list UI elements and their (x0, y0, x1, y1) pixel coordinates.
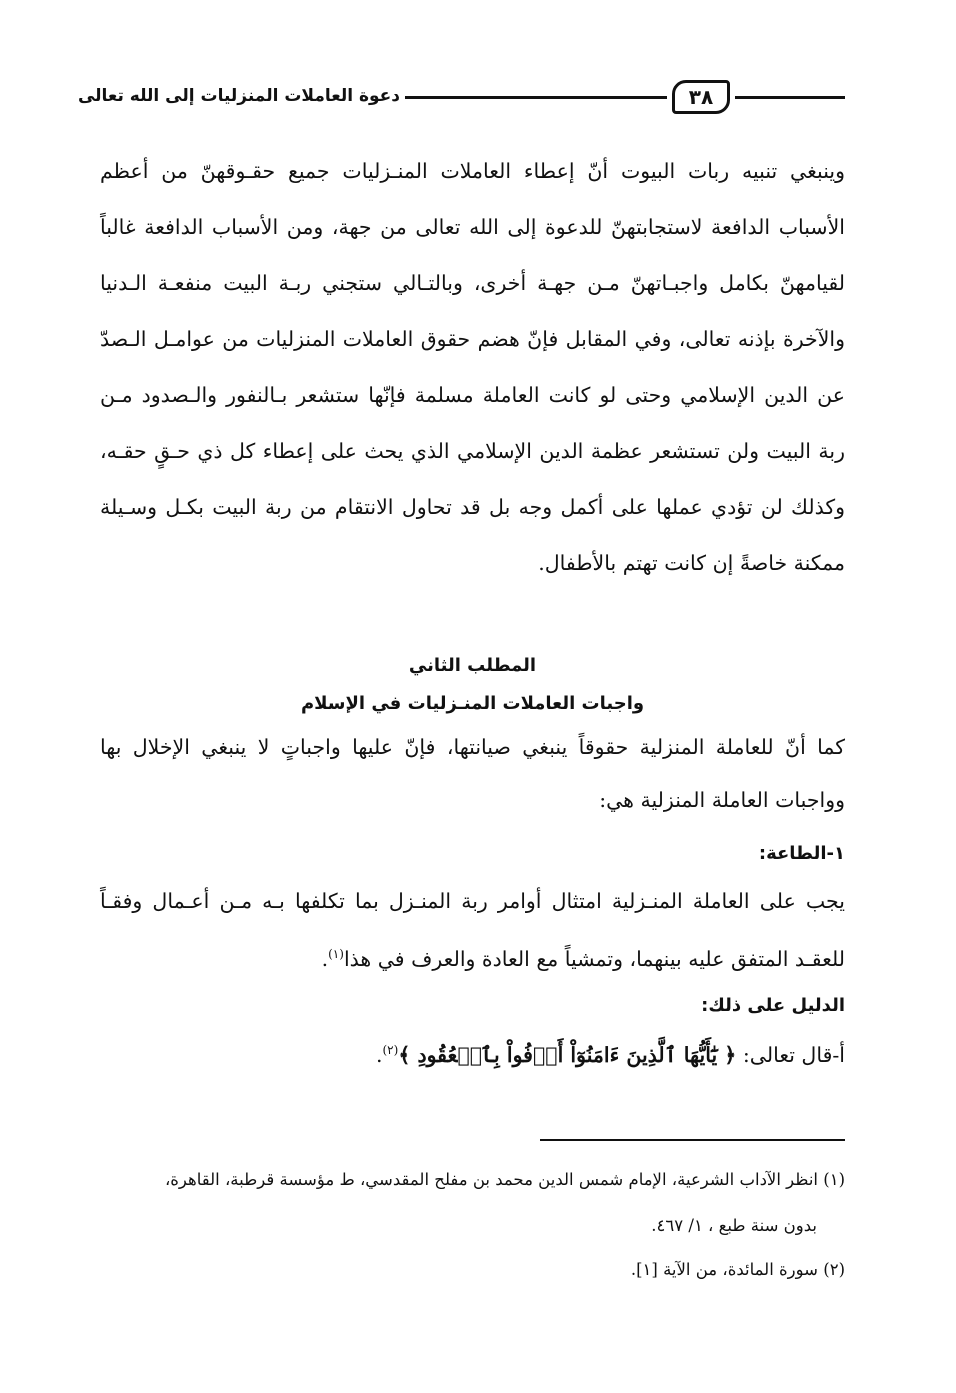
footnote-separator (540, 1139, 845, 1141)
page-number-badge (672, 80, 730, 114)
verse-text: ﴿ يَٰٓأَيُّهَا ٱلَّذِينَ ءَامَنُوٓاْ أَوۡفُواْ بِٱلۡعُقُودِ ﴾ (398, 1043, 737, 1067)
section-heading: المطلب الثاني (408, 655, 537, 676)
body-paragraph-3 (100, 875, 845, 986)
running-title: دعوة العاملات المنزليات إلى الله تعالى (77, 86, 400, 106)
header-rule-left (405, 96, 667, 99)
verse-prefix: أ-قال تعالى: (736, 1043, 845, 1067)
footnote-ref-1: (١) (328, 947, 344, 961)
footnote-1-line-1: (١) انظر الآداب الشرعية، الإمام شمس الدين محمد بن مفلح المقدسي، ط مؤسسة قرطبة، القاهرة، (164, 1170, 845, 1189)
footnote-2: (٢) سورة المائدة، من الآية [١]. (630, 1260, 845, 1279)
sentence-end: . (321, 946, 329, 971)
page-number: ٣٨ (688, 85, 714, 109)
footnote-ref-2: (٢) (382, 1043, 399, 1058)
verse-end: . (375, 1043, 383, 1067)
footnote-1 (100, 1157, 845, 1249)
footnote-1-line-2: بدون سنة طبع ، ١/ ٤٦٧. (651, 1216, 817, 1235)
item-title-obedience: ١-الطاعة: (758, 843, 845, 864)
evidence-title: الدليل على ذلك: (701, 995, 845, 1016)
header-rule-right (735, 96, 845, 99)
quran-citation (100, 1043, 845, 1067)
page-header (77, 80, 845, 120)
section-subheading: واجبات العاملات المنـزليات في الإسلام (300, 693, 645, 714)
obedience-text: يجب على العاملة المنـزلية امتثال أوامر ربة المنـزل بما تكلفها بـه مـن أعـمال وفقـاً للعقـد المتفق عليه بينهما، وتمشياً مع العادة والعرف في هذا (100, 889, 845, 971)
body-paragraph-1: وينبغي تنبيه ربات البيوت أنّ إعطاء العاملات المنـزليات جميع حقـوقهنّ من أعظم الأسباب الدافعة لاستجابتهنّ للدعوة إلى الله تعالى من جهة، ومن الأسباب الدافعة غالباً لقيامهنّ بكامل واجبـاتهنّ مـن جهـة أخرى، وبالتـالي ستجني ربـة البيت منفعـة الـدنيا والآخرة بإذنه تعالى، وفي المقابل فإنّ هضم حقوق العاملات المنزليات من عوامـل الـصدّ عن الدين الإسلامي وحتى لو كانت العاملة مسلمة فإنّها ستشعر بـالنفور والـصدود مـن ربة البيت ولن تستشعر عظمة الدين الإسلامي الذي يحث على إعطاء كل ذي حـقٍ حقـه، وكذلك لن تؤدي عملها على أكمل وجه بل قد تحاول الانتقام من ربة البيت بكـل وسـيلة ممكنة خاصةً إن كانت تهتم بالأطفال. (100, 159, 845, 575)
body-paragraph-2: كما أنّ للعاملة المنزلية حقوقاً ينبغي صيانتها، فإنّ عليها واجباتٍ لا ينبغي الإخلال بها وواجبات العاملة المنزلية هي: (100, 735, 845, 812)
